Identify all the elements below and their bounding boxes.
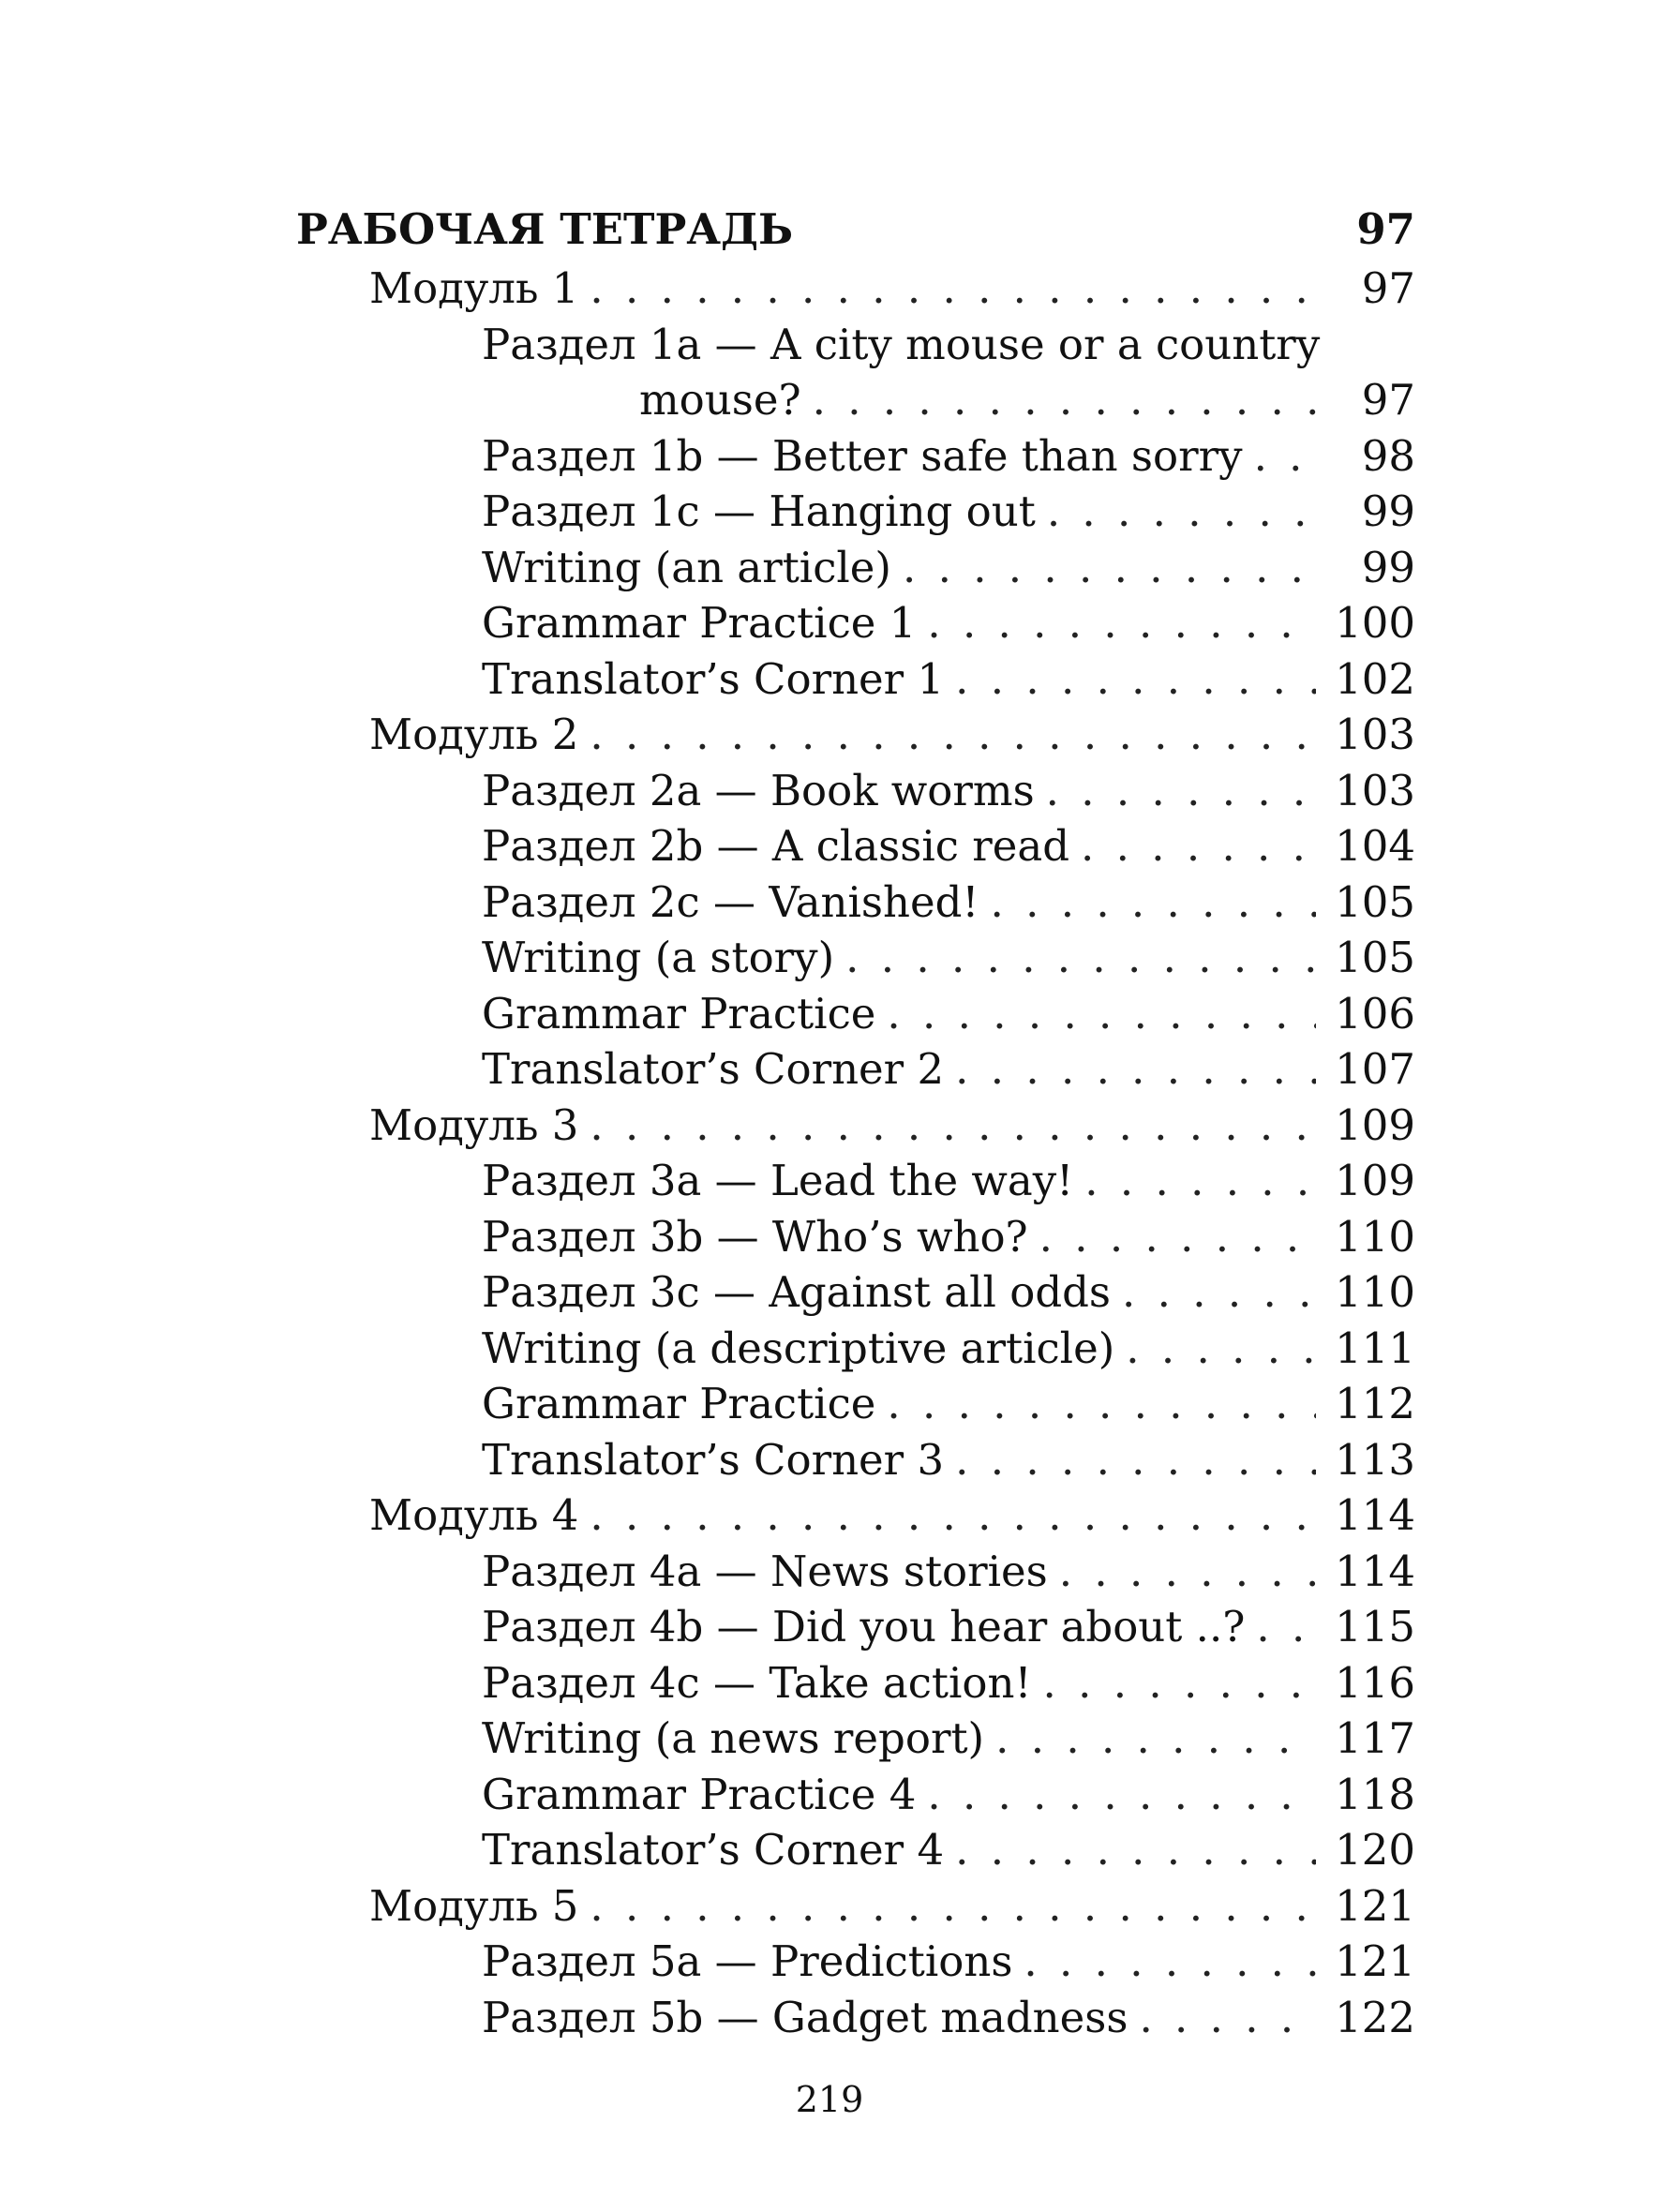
toc-entry[interactable] [296,1934,1415,1990]
toc-entry[interactable] [296,986,1415,1042]
toc-entry-title: Раздел 3c — Against all odds [482,1267,1112,1317]
dot-leader [955,1432,1316,1488]
toc-entry-title: Раздел 4b — Did you hear about ..? [482,1602,1246,1652]
toc-entry[interactable] [296,1209,1415,1265]
toc-heading-page: 97 [1356,204,1415,254]
toc-entry-title: Раздел 4c — Take action! [482,1657,1032,1708]
toc-entry-page: 114 [1335,1546,1415,1596]
page-number: 219 [795,2079,864,2120]
toc-entry[interactable] [296,484,1415,540]
dot-leader [590,707,1316,763]
toc-entry-title: Writing (a story) [482,933,835,982]
toc-entry[interactable] [296,1264,1415,1321]
toc-entry[interactable] [296,1153,1415,1209]
toc-entry-page: 109 [1335,1099,1415,1150]
toc-entry-page: 106 [1335,988,1415,1039]
toc-entry[interactable] [296,1822,1415,1878]
toc-heading-title: РАБОЧАЯ ТЕТРАДЬ [296,204,794,254]
dot-leader [1047,484,1316,540]
toc-entry[interactable] [296,317,1415,373]
dot-leader [1256,1599,1316,1655]
dot-leader [903,540,1316,596]
toc-entry[interactable] [296,1990,1415,2046]
dot-leader [1024,1934,1316,1990]
toc-entry-continuation[interactable] [296,372,1415,428]
toc-entry[interactable] [296,930,1415,986]
dot-leader [590,1878,1316,1935]
toc-entry-page: 109 [1335,1156,1415,1205]
dot-leader [995,1711,1316,1767]
toc-entry[interactable] [296,1544,1415,1600]
toc-entry[interactable] [296,1376,1415,1432]
toc-entry[interactable] [296,1321,1415,1377]
toc-entry-title: Раздел 3b — Who’s who? [482,1211,1028,1262]
toc-entry-title: Grammar Practice [482,1379,876,1428]
toc-entry-page: 121 [1335,1936,1415,1986]
toc-entry[interactable] [296,1599,1415,1655]
toc-entry-title: Writing (an article) [482,542,891,592]
dot-leader [955,651,1316,708]
table-of-contents [296,204,1415,2045]
dot-leader [887,986,1316,1042]
toc-entry-title: Раздел 2c — Vanished! [482,876,979,927]
toc-entry[interactable] [296,818,1415,874]
toc-entry-page: 99 [1361,486,1415,536]
toc-entry-title: Writing (a descriptive article) [482,1323,1115,1373]
toc-entry[interactable] [296,1767,1415,1823]
toc-entry-title: mouse? [639,375,801,425]
toc-entry-page: 107 [1335,1044,1415,1094]
dot-leader [927,595,1316,651]
dot-leader [955,1041,1316,1098]
dot-leader [590,261,1316,317]
dot-leader [1059,1544,1316,1600]
toc-entry-page: 102 [1335,653,1415,704]
toc-entry-page: 110 [1335,1211,1415,1262]
toc-entry[interactable] [296,1711,1415,1767]
toc-entry-page: 118 [1335,1769,1415,1819]
toc-entry-title: Раздел 3a — Lead the way! [482,1156,1074,1205]
toc-entry-title: Раздел 5a — Predictions [482,1936,1013,1986]
toc-entry-page: 116 [1335,1657,1415,1708]
toc-entry[interactable] [296,763,1415,819]
toc-entry[interactable] [296,428,1415,485]
toc-entry[interactable] [296,1487,1415,1544]
toc-entry-title: Модуль 3 [369,1099,579,1150]
toc-entry-title: Translator’s Corner 2 [482,1044,945,1094]
toc-entry-title: Раздел 1a — A city mouse or a country [482,319,1321,369]
toc-entry[interactable] [296,874,1415,931]
toc-entry-title: Translator’s Corner 3 [482,1434,945,1485]
toc-entry-page: 104 [1335,821,1415,871]
toc-entry[interactable] [296,1098,1415,1154]
toc-entry[interactable] [296,1432,1415,1488]
dot-leader [1139,1990,1316,2046]
dot-leader [1084,1153,1316,1209]
dot-leader [1126,1321,1316,1377]
toc-entry[interactable] [296,595,1415,651]
toc-entry-page: 99 [1361,542,1415,592]
toc-entry-page: 97 [1361,263,1415,313]
toc-entry-title: Раздел 2b — A classic read [482,821,1070,871]
toc-entry-page: 115 [1335,1602,1415,1652]
toc-entry-page: 110 [1335,1267,1415,1317]
toc-entry[interactable] [296,707,1415,763]
toc-entry[interactable] [296,651,1415,708]
toc-entry-page: 97 [1361,375,1415,425]
toc-entry[interactable] [296,261,1415,317]
dot-leader [845,930,1316,986]
toc-entry-page: 117 [1335,1713,1415,1763]
dot-leader [1081,818,1316,874]
toc-entry-title: Раздел 4a — News stories [482,1546,1048,1596]
dot-leader [590,1098,1316,1154]
toc-entry-page: 105 [1335,876,1415,927]
toc-entry-page: 122 [1335,1992,1415,2042]
toc-entry-title: Grammar Practice 1 [482,598,917,648]
toc-entry-page: 120 [1335,1825,1415,1875]
toc-entry-title: Grammar Practice [482,988,876,1039]
dot-leader [887,1376,1316,1432]
toc-entry-title: Translator’s Corner 4 [482,1825,945,1875]
toc-entry-page: 121 [1335,1880,1415,1931]
toc-entry[interactable] [296,1041,1415,1098]
toc-entry-page: 113 [1335,1434,1415,1485]
toc-entry[interactable] [296,1655,1415,1711]
dot-leader [1043,1655,1316,1711]
toc-heading [296,204,1415,261]
toc-entry-page: 111 [1335,1323,1415,1373]
toc-entry-page: 112 [1335,1379,1415,1428]
dot-leader [927,1767,1316,1823]
dot-leader [991,874,1317,931]
toc-entry-title: Модуль 2 [369,710,579,759]
toc-entry-page: 98 [1361,430,1415,481]
toc-entry-title: Раздел 1c — Hanging out [482,486,1036,536]
dot-leader [1254,428,1316,485]
toc-entry-page: 103 [1335,765,1415,815]
dot-leader [590,1487,1316,1544]
dot-leader [813,372,1316,428]
dot-leader [1046,763,1316,819]
toc-entry-title: Раздел 2a — Book worms [482,765,1035,815]
toc-entry[interactable] [296,1878,1415,1935]
toc-entry-title: Writing (a news report) [482,1713,985,1763]
dot-leader [1039,1209,1316,1265]
toc-entry[interactable] [296,540,1415,596]
toc-entry-page: 103 [1335,710,1415,759]
toc-entry-page: 100 [1335,598,1415,648]
toc-entry-title: Модуль 4 [369,1490,579,1540]
toc-entry-page: 114 [1335,1490,1415,1540]
toc-entry-title: Grammar Practice 4 [482,1769,917,1819]
toc-entry-title: Translator’s Corner 1 [482,653,945,704]
toc-entry-title: Раздел 5b — Gadget madness [482,1992,1128,2042]
toc-entry-title: Модуль 5 [369,1880,579,1931]
toc-entry-title: Раздел 1b — Better safe than sorry [482,430,1243,481]
toc-entry-page: 105 [1335,933,1415,982]
dot-leader [1122,1264,1316,1321]
toc-entry-title: Модуль 1 [369,263,579,313]
dot-leader [955,1822,1316,1878]
